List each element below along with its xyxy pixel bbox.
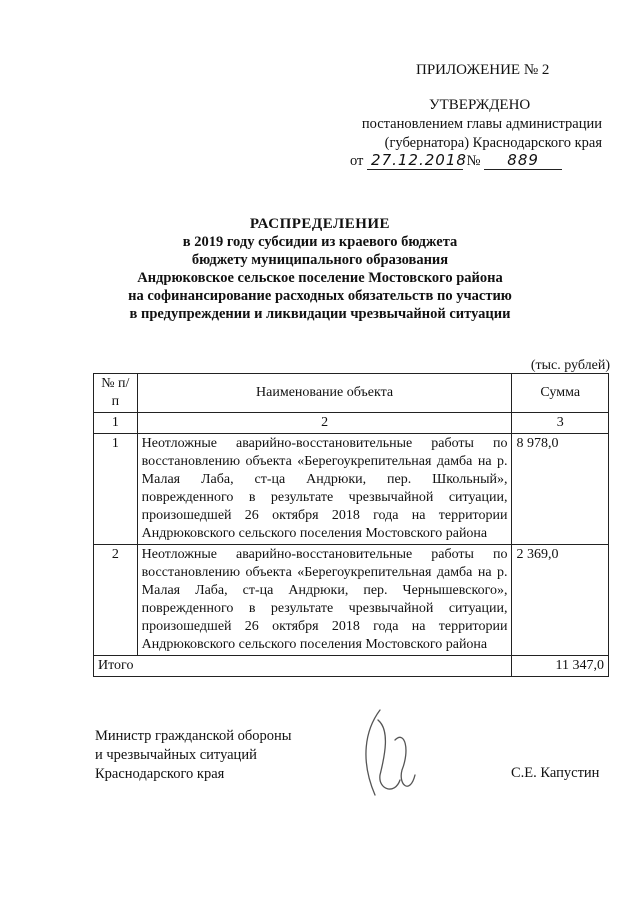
approved-by-line-2: (губернатора) Краснодарского края <box>384 135 602 151</box>
approved-label: УТВЕРЖДЕНО <box>429 97 531 113</box>
units-label: (тыс. рублей) <box>530 358 610 373</box>
header-name: Наименование объекта <box>137 374 512 413</box>
row-sum: 8 978,0 <box>512 434 609 545</box>
row-sum: 2 369,0 <box>512 545 609 656</box>
signatory-name: С.Е. Капустин <box>511 765 600 781</box>
header-sum: Сумма <box>512 374 609 413</box>
title-line-2: бюджету муниципального образования <box>191 252 449 268</box>
total-row <box>94 656 609 677</box>
title-line-5: в предупреждении и ликвидации чрезвычайной ситуации <box>129 306 511 322</box>
table-row <box>94 545 609 656</box>
appendix-label: ПРИЛОЖЕНИЕ № 2 <box>416 62 550 78</box>
total-label: Итого <box>94 656 512 677</box>
col-index: 3 <box>512 413 609 434</box>
row-name: Неотложные аварийно-восстановительные работы по восстановлению объекта «Берегоукрепительная дамба на р. Малая Лаба, ст-ца Андрюки, пер. Школьный», поврежденного в результате чрезвычайной ситуации, произошедшей 26 октября 2018 года на территории Андрюковского сельского поселения Мостовского района <box>137 434 512 545</box>
distribution-table <box>93 373 609 677</box>
row-num: 1 <box>94 434 138 545</box>
row-num: 2 <box>94 545 138 656</box>
col-index: 2 <box>137 413 512 434</box>
table-header-row <box>94 374 609 413</box>
signatory-position <box>95 727 291 784</box>
decree-date-line <box>350 151 562 170</box>
row-name: Неотложные аварийно-восстановительные работы по восстановлению объекта «Берегоукрепительная дамба на р. Малая Лаба, ст-ца Андрюки, пер. Чернышевского», поврежденного в результате чрезвычайной ситуации, произошедшей 26 октября 2018 года на территории Андрюковского сельского поселения Мостовского района <box>137 545 512 656</box>
title-line-1: в 2019 году субсидии из краевого бюджета <box>182 234 458 250</box>
position-line-1: Министр гражданской обороны <box>95 728 292 744</box>
total-sum: 11 347,0 <box>512 656 609 677</box>
table-row <box>94 434 609 545</box>
date-prefix: от <box>350 153 364 169</box>
decree-date: 27.12.2018 <box>367 151 463 170</box>
document-title <box>0 215 640 323</box>
approved-by-line-1: постановлением главы администрации <box>361 116 602 132</box>
position-line-2: и чрезвычайных ситуаций <box>95 747 257 763</box>
position-line-3: Краснодарского края <box>95 766 225 782</box>
handwritten-signature <box>340 700 450 810</box>
column-index-row <box>94 413 609 434</box>
col-index: 1 <box>94 413 138 434</box>
title-line-0: РАСПРЕДЕЛЕНИЕ <box>249 216 391 232</box>
title-line-4: на софинансирование расходных обязательств по участию <box>128 288 512 304</box>
decree-number: 889 <box>484 151 562 170</box>
header-num: № п/п <box>94 374 138 413</box>
title-line-3: Андрюковское сельское поселение Мостовского района <box>137 270 503 286</box>
number-prefix: № <box>466 153 481 169</box>
